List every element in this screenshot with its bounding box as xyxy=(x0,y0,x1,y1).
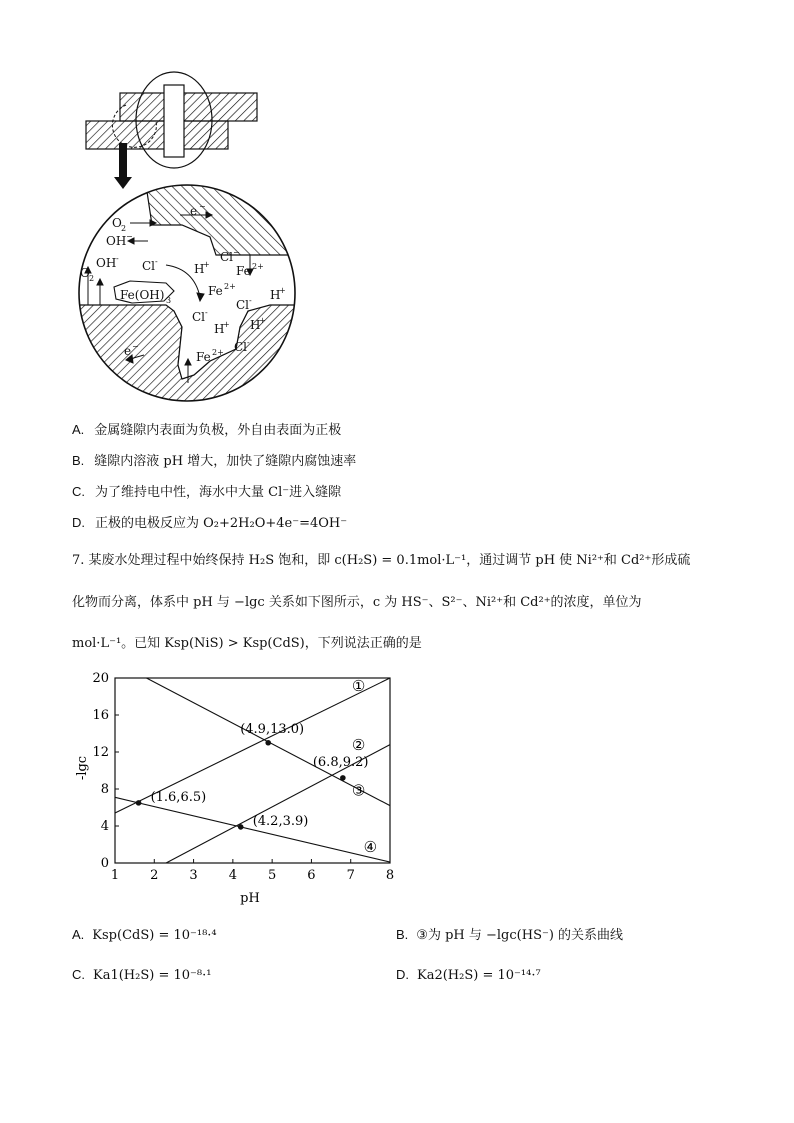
marked-point-label: (1.6,6.5) xyxy=(150,789,207,805)
svg-text:+: + xyxy=(259,316,266,325)
svg-text:3: 3 xyxy=(166,296,172,305)
label-feoh3: Fe(OH) xyxy=(120,288,165,302)
option-text: ③为 pH 与 −lgc(HS⁻) 的关系曲线 xyxy=(416,928,624,943)
label-h-3: H xyxy=(270,288,281,302)
svg-text:2+: 2+ xyxy=(224,282,236,291)
svg-text:−: − xyxy=(126,232,133,241)
riveted-plates xyxy=(86,72,257,168)
svg-text:+: + xyxy=(203,260,210,269)
x-tick-label: 6 xyxy=(307,868,316,883)
svg-text:2: 2 xyxy=(121,224,127,233)
option-letter: A. xyxy=(72,422,85,437)
zoom-arrow-icon xyxy=(114,143,132,189)
svg-text:2+: 2+ xyxy=(252,262,264,271)
crevice-corrosion-diagram xyxy=(70,65,310,410)
chart-grid xyxy=(115,678,390,863)
option-letter: A. xyxy=(72,927,85,942)
label-cl-4: Cl xyxy=(236,298,250,312)
x-tick-label: 2 xyxy=(150,868,159,883)
option-letter: D. xyxy=(396,967,409,982)
q6-option-b[interactable] xyxy=(72,452,356,471)
y-tick-label: 12 xyxy=(92,745,109,760)
series-label-1: ① xyxy=(351,676,366,695)
option-letter: C. xyxy=(72,967,85,982)
option-text: Ka1(H₂S) = 10⁻⁸·¹ xyxy=(93,968,212,983)
marked-point-label: (4.2,3.9) xyxy=(252,813,309,829)
option-text: 正极的电极反应为 O₂+2H₂O+4e⁻=4OH⁻ xyxy=(95,516,348,531)
label-cl-5: Cl xyxy=(234,340,248,354)
x-tick-label: 4 xyxy=(228,868,237,883)
q7-option-c[interactable] xyxy=(72,966,211,985)
marked-point xyxy=(265,740,271,746)
label-fe2-1: Fe xyxy=(236,264,251,278)
option-text: 金属缝隙内表面为负极，外自由表面为正极 xyxy=(94,423,342,438)
marked-point xyxy=(238,824,244,830)
svg-text:2+: 2+ xyxy=(212,348,224,357)
marked-point xyxy=(340,775,346,781)
svg-text:−: − xyxy=(233,248,240,257)
q7-stem-line3: mol·L⁻¹。已知 Ksp(NiS) > Ksp(CdS)，下列说法正确的是 xyxy=(72,636,422,651)
option-text: 缝隙内溶液 pH 增大，加快了缝隙内腐蚀速率 xyxy=(94,454,357,469)
q7-stem-line1: 7. 某废水处理过程中始终保持 H₂S 饱和，即 c(H₂S) = 0.1mol·L⁻¹，通过调节 pH 使 Ni²⁺和 Cd²⁺形成硫 xyxy=(72,553,691,568)
option-text: 为了维持电中性，海水中大量 Cl⁻进入缝隙 xyxy=(95,485,342,500)
svg-text:−: − xyxy=(199,202,206,211)
svg-text:-: - xyxy=(247,338,250,347)
q6-option-c[interactable] xyxy=(72,483,341,502)
marked-point-label: (4.9,13.0) xyxy=(240,721,305,737)
q6-option-a[interactable] xyxy=(72,421,341,440)
series-label-2: ② xyxy=(351,736,366,755)
x-tick-label: 1 xyxy=(110,868,120,883)
chart-ticks xyxy=(92,671,394,883)
svg-text:-: - xyxy=(249,296,252,305)
plot-frame xyxy=(115,678,390,863)
svg-text:−: − xyxy=(132,342,139,351)
chart-lines xyxy=(115,677,390,863)
q7-option-b[interactable] xyxy=(396,926,623,945)
label-e-bottom: e xyxy=(124,344,132,358)
label-h-2: H xyxy=(214,322,225,336)
q7-option-d[interactable] xyxy=(396,966,541,985)
y-tick-label: 20 xyxy=(92,671,109,686)
label-h-1: H xyxy=(194,262,205,276)
label-o2-b: O xyxy=(80,266,90,280)
marked-point xyxy=(136,800,142,806)
option-letter: D. xyxy=(72,515,85,530)
svg-text:-: - xyxy=(155,257,158,266)
series-line-4 xyxy=(115,797,390,862)
label-cl-3: Cl xyxy=(192,310,206,324)
series-label-4: ④ xyxy=(363,837,378,856)
y-tick-label: 8 xyxy=(100,782,109,797)
x-tick-label: 8 xyxy=(385,868,395,883)
svg-text:2: 2 xyxy=(89,274,95,283)
marked-point-label: (6.8,9.2) xyxy=(312,754,369,770)
x-tick-label: 5 xyxy=(268,868,277,883)
label-fe2-3: Fe xyxy=(196,350,211,364)
x-tick-label: 3 xyxy=(189,868,198,883)
y-tick-label: 16 xyxy=(92,708,109,723)
option-text: Ka2(H₂S) = 10⁻¹⁴·⁷ xyxy=(417,968,541,983)
label-fe2-2: Fe xyxy=(208,284,223,298)
option-text: Ksp(CdS) = 10⁻¹⁸·⁴ xyxy=(92,928,217,943)
ph-lgc-chart xyxy=(70,668,400,908)
label-cl-1: Cl xyxy=(220,250,234,264)
option-letter: C. xyxy=(72,484,85,499)
label-e-top: e xyxy=(190,204,198,218)
series-label-3: ③ xyxy=(351,781,366,800)
y-tick-label: 4 xyxy=(100,819,109,834)
y-tick-label: 0 xyxy=(100,856,109,871)
magnified-view xyxy=(70,185,310,410)
label-h-4: H xyxy=(250,318,261,332)
x-tick-label: 7 xyxy=(346,868,355,883)
svg-text:+: + xyxy=(279,286,286,295)
svg-text:-: - xyxy=(205,308,208,317)
label-cl-2: Cl xyxy=(142,259,156,273)
q7-stem-line2: 化物而分离，体系中 pH 与 −lgc 关系如下图所示，c 为 HS⁻、S²⁻、Ni²⁺和 Cd²⁺的浓度，单位为 xyxy=(72,595,642,610)
option-letter: B. xyxy=(72,453,85,468)
y-axis-label: -lgc xyxy=(75,755,90,781)
x-axis-label: pH xyxy=(240,891,260,906)
option-letter: B. xyxy=(396,927,409,942)
q6-option-d[interactable] xyxy=(72,514,347,533)
label-o2: O xyxy=(112,216,122,230)
label-oh-b: OH xyxy=(96,256,117,270)
svg-text:+: + xyxy=(223,320,230,329)
label-oh: OH xyxy=(106,234,127,248)
q7-option-a[interactable] xyxy=(72,926,217,945)
svg-text:-: - xyxy=(116,254,119,263)
